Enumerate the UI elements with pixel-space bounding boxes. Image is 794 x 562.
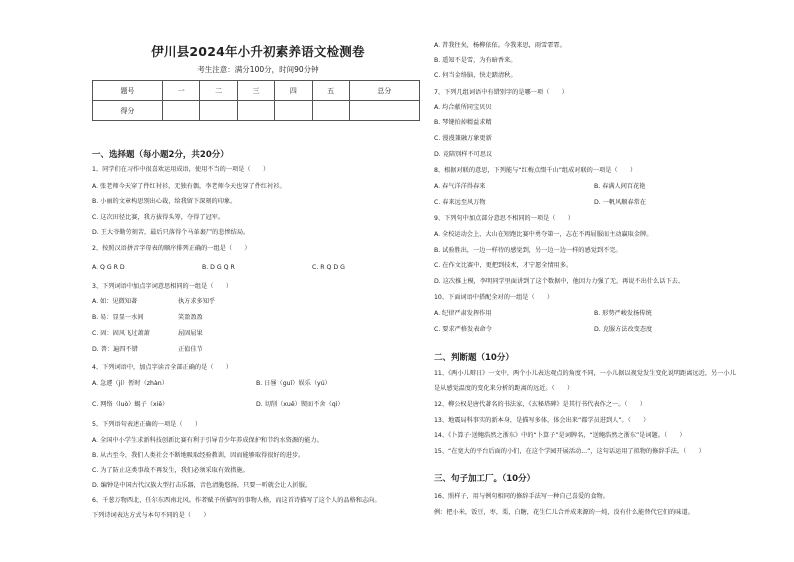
score-header-cell: 总分 bbox=[349, 81, 419, 101]
option-text: D. 这次推上模，李明同学里面讲到了这个数据中，他因力力强了无，再说不出什么话下去。 bbox=[434, 278, 685, 285]
option-text: B. 日晷（guǐ）娱乐（yú） bbox=[256, 380, 331, 387]
score-header-cell: 四 bbox=[275, 81, 312, 101]
option-text: C. 在作文比赛中，更把到技术，才宁愿全情用多。 bbox=[434, 262, 573, 269]
question-text: 15、“在宽大的平台后面的小们，在这个学园开展活动...”，这句话运用了拟物的修辞手法。（ ） bbox=[434, 448, 705, 455]
option-text: C. 要求严格发表命令 bbox=[434, 326, 492, 333]
question-text: 11、《两小儿辩日》一文中，两个小儿表达观点的角度不同，一小儿据以视觉发生变化说明距离远近，另一小儿 bbox=[434, 370, 736, 377]
page-title: 伊川县2024年小升初素养语文检测卷 bbox=[151, 44, 365, 59]
question-text: 下列诗词表达方式与本句不同的是（ ） bbox=[92, 512, 210, 519]
section-heading-sentence: 三、句子加工厂。（10分） bbox=[434, 474, 536, 484]
score-header-row bbox=[93, 81, 420, 101]
score-row-label: 得分 bbox=[93, 101, 163, 121]
option-text: A. 纪律严肃发挥作用 bbox=[434, 310, 492, 317]
option-text: 笑盈盈盈 bbox=[178, 314, 203, 321]
question-text: 9、下列句中加点部分意思不相同的一项是（ ） bbox=[434, 215, 575, 222]
option-text: A. 春气洋洋得春来 bbox=[434, 183, 486, 190]
score-cell[interactable] bbox=[163, 101, 200, 121]
option-text: D. 编钟是中国古代汉族大型打击乐器，音色清脆悠扬，只要一听就会让人折服。 bbox=[92, 482, 312, 489]
option-text: C. 固：固风飞过萧萧 bbox=[92, 330, 150, 337]
question-text: 1、同学们在习作中很喜欢运用成语，使用不当的一项是（ ） bbox=[92, 166, 270, 173]
option-text: C. R Q D G bbox=[312, 264, 345, 271]
question-text: 16、照样子，用与例句相同的修辞手法写一种自己喜爱的食物。 bbox=[434, 493, 609, 500]
question-text: 8、根据对联的意思，下列能与“红梅点缀千山”组成对联的一项是（ ） bbox=[434, 167, 637, 174]
option-text: D. 克服方法改变态度 bbox=[594, 326, 653, 333]
question-text: 3、下列词语中加点字词意思相同的一组是（ ） bbox=[92, 283, 233, 290]
score-cell[interactable] bbox=[200, 101, 237, 121]
option-text: A. 全国中小学生求新科技创新比赛有利于引导青少年养成保护和节约水资源的能力。 bbox=[92, 437, 323, 444]
option-text: 正值佳节 bbox=[178, 346, 203, 353]
exam-notice: 考生注意：满分100分，时间90分钟 bbox=[197, 65, 319, 74]
question-text: 10、下面词语中搭配全对的一组是（ ） bbox=[434, 294, 554, 301]
option-text: A. 张老师今天穿了件红衬衫，无独有偶，李老师今天也穿了件红衬衫。 bbox=[92, 183, 286, 190]
option-text: B. 形势严峻发扬传统 bbox=[594, 310, 652, 317]
option-text: B. 琴键拍掉精益求精 bbox=[434, 119, 492, 126]
option-text: A. 均合献所同宝贝贝 bbox=[434, 104, 492, 111]
score-header-cell: 题号 bbox=[93, 81, 163, 101]
option-text: 屈固屈果 bbox=[178, 330, 203, 337]
question-text: 5、下列语句表述正确的一项是（ ） bbox=[92, 421, 202, 428]
question-text: 6、千葱万物西北，任尔东西南北风。作者赋予所描写的事物人格，而这首诗描写了这个人的品格和志向。 bbox=[92, 497, 381, 504]
option-text: B. 春满人间百花艳 bbox=[594, 183, 646, 190]
option-text: D. 王大爷勤劳刻苦，最后只落得个马革裹尸的悲惨结局。 bbox=[92, 229, 250, 236]
option-text: A. 如：见微知著 bbox=[92, 298, 138, 305]
option-text: B. 遥知不是雪，为有暗香来。 bbox=[434, 57, 517, 64]
question-text: 2、按照汉语拼音字母表的顺序排列正确的一组是（ ） bbox=[92, 245, 251, 252]
question-text: 12、柳公权是唐代著名的书法家，《玄秘塔碑》是其行书代表作之一。（ ） bbox=[434, 401, 647, 408]
score-cell[interactable] bbox=[349, 101, 419, 121]
score-header-cell: 一 bbox=[163, 81, 200, 101]
option-text: A. 昔我往矣，杨柳依依。今我来思，雨雪霏霏。 bbox=[434, 42, 566, 49]
score-cell[interactable] bbox=[312, 101, 349, 121]
section-heading-judge: 二、判断题（10分） bbox=[434, 353, 514, 363]
score-header-cell: 三 bbox=[237, 81, 274, 101]
option-text: A. 全校运动会上，大山在短跑比赛中勇夺第一，志在不再屈服而主动赢取金牌。 bbox=[434, 231, 653, 238]
option-text: A. 急遽（jí）暂时（zhàn） bbox=[92, 380, 168, 387]
score-table bbox=[92, 80, 420, 121]
score-row bbox=[93, 101, 420, 121]
option-text: D. 普：遍四不错 bbox=[92, 346, 138, 353]
question-text: 14、《卜算子·送鲍浩然之浙东》中的“卜算子”是词牌名，“送鲍浩然之浙东”是词题。（ ） bbox=[434, 432, 686, 439]
question-text: 例：把小米，饭豆，枣，栗，白糖，花生仁儿合并成来源的一炖，没有什么能替代它们的味道。 bbox=[434, 509, 694, 516]
option-text: B. D G Q R bbox=[202, 264, 235, 271]
score-cell[interactable] bbox=[275, 101, 312, 121]
option-text: 执方求多知乎 bbox=[178, 298, 216, 305]
option-text: B. 试验胜出，一边一样待的感觉到，另一边一边一样的感觉到不完。 bbox=[434, 247, 622, 254]
question-text: 13、地震局科事实的新本身，是描写多体，体会出来“都学员进到人”。（ ） bbox=[434, 417, 650, 424]
score-header-cell: 二 bbox=[200, 81, 237, 101]
option-text: B. 易：显显一水间 bbox=[92, 314, 144, 321]
score-cell[interactable] bbox=[237, 101, 274, 121]
option-text: D. 一帆风顺春常在 bbox=[594, 199, 647, 206]
question-text: 是从感觉温度的变化来分析的距离的远近。（ ） bbox=[434, 385, 574, 392]
option-text: C. 何当金络脑，快走踏清秋。 bbox=[434, 72, 517, 79]
question-text: 4、下列词语中，加点字读音全部正确的是（ ） bbox=[92, 364, 233, 371]
option-text: C. 网络（luò）蝎子（xiē） bbox=[92, 401, 169, 408]
option-text: C. 春来远至风万物 bbox=[434, 199, 486, 206]
option-text: A. Q G R D bbox=[92, 264, 125, 271]
option-text: C. 漫漫兼融万象更新 bbox=[434, 135, 492, 142]
option-text: D. 切削（xuē）锲而不舍（qì） bbox=[256, 401, 344, 408]
section-heading-choice: 一、选择题（每小题2分，共20分） bbox=[92, 150, 229, 160]
option-text: B. 从古至今，我们人类社会不断地吸取经验教训，因而能够取得很好的进步。 bbox=[92, 452, 305, 459]
option-text: C. 这次田径比赛，我方拔得头筹，夺得了冠军。 bbox=[92, 214, 225, 221]
option-text: B. 小丽的文章构思别出心裁，给我留下深刻的印象。 bbox=[92, 198, 237, 205]
option-text: C. 为了防止这类事故不再发生，我们必须采取有效措施。 bbox=[92, 467, 249, 474]
score-header-cell: 五 bbox=[312, 81, 349, 101]
option-text: D. 竞陪别样不可思议 bbox=[434, 151, 493, 158]
question-text: 7、下列几组词语中有错别字的是哪一项（ ） bbox=[434, 89, 568, 96]
